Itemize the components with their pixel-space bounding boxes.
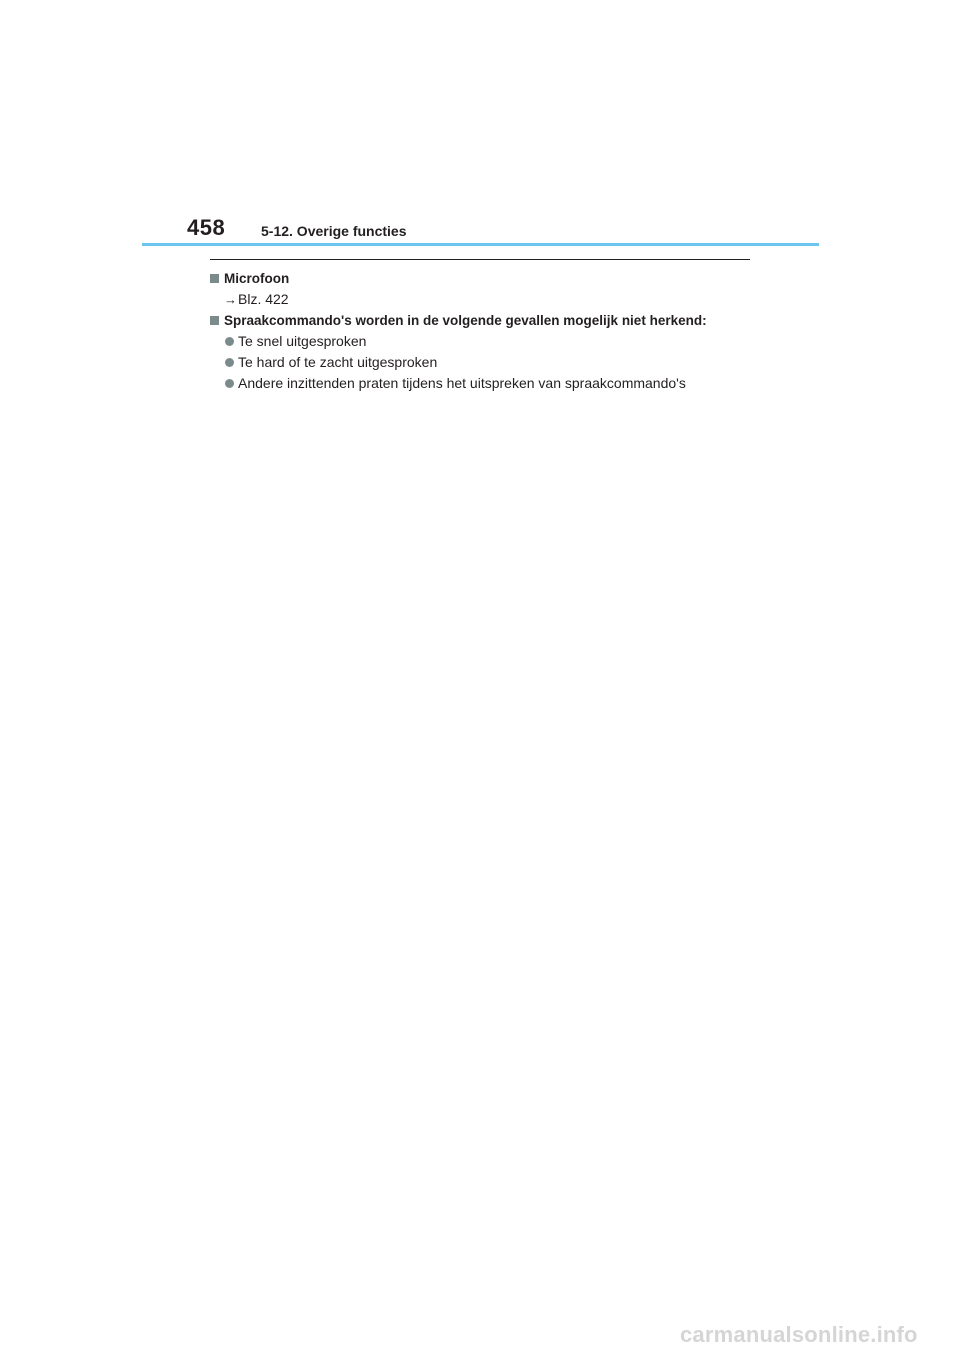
list-item bbox=[210, 373, 770, 394]
microphone-heading bbox=[210, 268, 770, 289]
square-bullet-icon bbox=[210, 274, 219, 283]
list-item bbox=[210, 331, 770, 352]
microphone-heading-text: Microfoon bbox=[224, 271, 290, 286]
list-item-text: Andere inzittenden praten tijdens het uitspreken van spraakcommando's bbox=[238, 375, 686, 391]
circle-bullet-icon bbox=[225, 379, 234, 388]
watermark: carmanualsonline.info bbox=[680, 1322, 918, 1347]
microphone-reference-text[interactable]: Blz. 422 bbox=[238, 291, 289, 307]
page-number: 458 bbox=[187, 215, 226, 240]
content-rule bbox=[210, 259, 750, 260]
right-arrow-icon: → bbox=[224, 292, 237, 307]
voice-commands-heading bbox=[210, 310, 770, 331]
microphone-reference[interactable] bbox=[210, 289, 770, 310]
circle-bullet-icon bbox=[225, 337, 234, 346]
square-bullet-icon bbox=[210, 316, 219, 325]
header-rule bbox=[142, 243, 819, 246]
list-item-text: Te snel uitgesproken bbox=[238, 333, 367, 349]
circle-bullet-icon bbox=[225, 358, 234, 367]
list-item-text: Te hard of te zacht uitgesproken bbox=[238, 354, 438, 370]
list-item bbox=[210, 352, 770, 373]
content-area bbox=[210, 268, 770, 394]
section-title: 5-12. Overige functies bbox=[261, 223, 407, 239]
voice-commands-heading-text: Spraakcommando's worden in de volgende gevallen mogelijk niet herkend: bbox=[224, 313, 707, 328]
